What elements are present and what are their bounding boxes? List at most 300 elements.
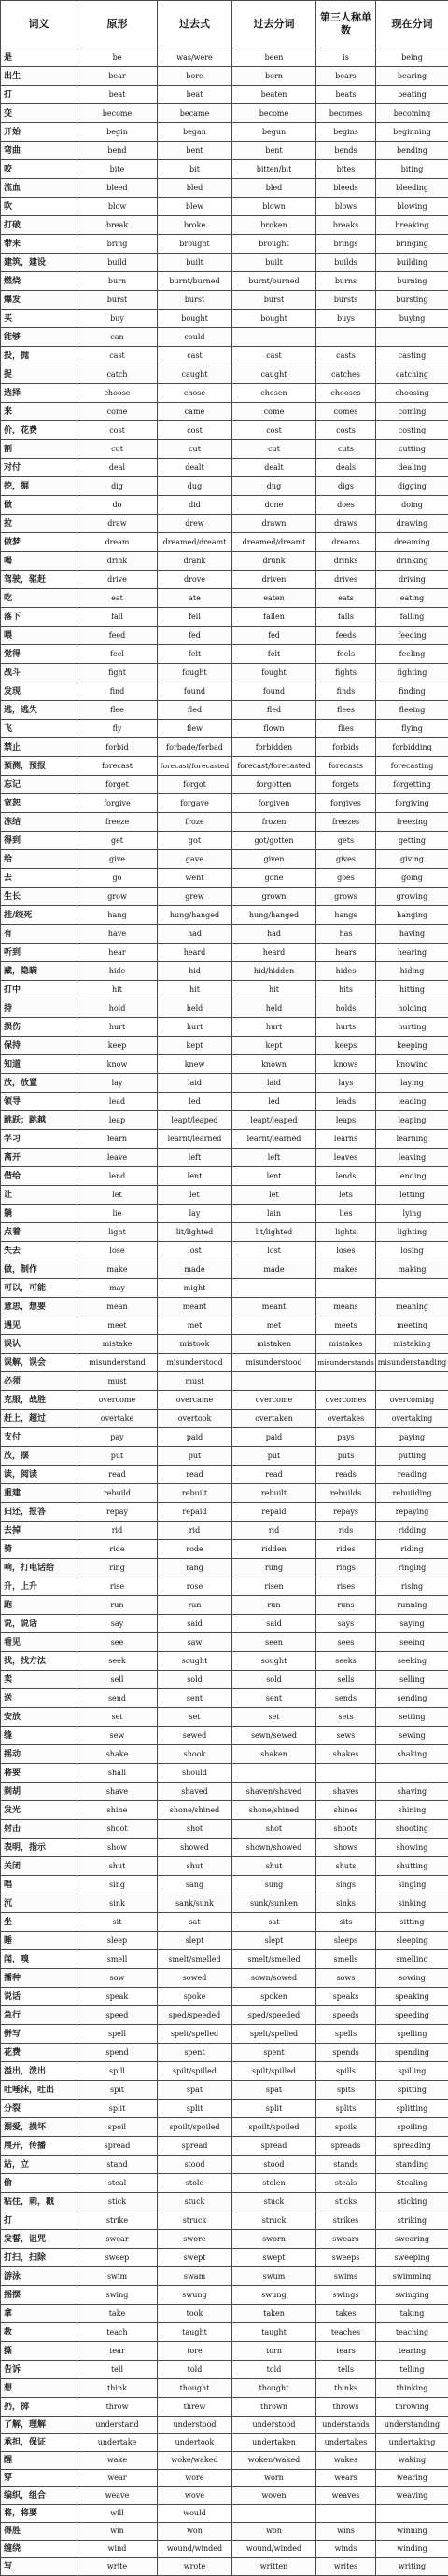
third-person-cell: overtakes <box>316 1410 376 1428</box>
base-form-cell: wake <box>77 2452 158 2470</box>
table-row <box>1 944 448 962</box>
past-participle-cell: hit <box>232 981 316 999</box>
third-person-cell: dreams <box>316 533 376 552</box>
base-form-cell: swear <box>77 2230 158 2249</box>
table-row <box>1 123 448 142</box>
third-person-cell: spoils <box>316 2118 376 2137</box>
present-participle-cell: misunderstanding <box>376 1354 448 1372</box>
past-participle-cell: run <box>232 1596 316 1615</box>
meaning-cell: 意思，想要 <box>1 1298 77 1316</box>
meaning-cell: 流血 <box>1 179 77 198</box>
present-participle-cell: weaving <box>376 2487 448 2505</box>
table-row <box>1 1055 448 1074</box>
table-row <box>1 1503 448 1522</box>
present-participle-cell: swearing <box>376 2230 448 2249</box>
meaning-cell: 摇动 <box>1 1745 77 1764</box>
past-tense-cell: drove <box>158 571 232 589</box>
present-participle-cell: singing <box>376 1876 448 1894</box>
third-person-cell: bursts <box>316 291 376 310</box>
table-row <box>1 1074 448 1093</box>
present-participle-cell: freezing <box>376 813 448 832</box>
meaning-cell: 播种 <box>1 1969 77 1988</box>
past-participle-cell: shone/shined <box>232 1801 316 1820</box>
meaning-cell: 爆发 <box>1 291 77 310</box>
table-row <box>1 459 448 477</box>
past-participle-cell: cost <box>232 421 316 440</box>
meaning-cell: 编织，组合 <box>1 2487 77 2505</box>
table-row <box>1 1559 448 1577</box>
base-form-cell: shave <box>77 1783 158 1801</box>
third-person-cell: wins <box>316 2523 376 2541</box>
table-row <box>1 1894 448 1913</box>
third-person-cell: repays <box>316 1503 376 1522</box>
base-form-cell: burn <box>77 272 158 291</box>
past-tense-cell: rode <box>158 1540 232 1559</box>
base-form-cell: take <box>77 2305 158 2323</box>
base-form-cell: hang <box>77 906 158 925</box>
meaning-cell: 说，说话 <box>1 1615 77 1633</box>
base-form-cell: tear <box>77 2342 158 2361</box>
past-tense-cell: shut <box>158 1857 232 1876</box>
past-participle-cell: set <box>232 1708 316 1727</box>
past-tense-cell: blew <box>158 198 232 216</box>
third-person-cell: cuts <box>316 440 376 459</box>
present-participle-cell: lending <box>376 1167 448 1186</box>
base-form-cell: repay <box>77 1503 158 1522</box>
past-tense-cell: sank/sunk <box>158 1894 232 1913</box>
table-row <box>1 1783 448 1801</box>
base-form-cell: lend <box>77 1167 158 1186</box>
past-participle-cell: made <box>232 1260 316 1279</box>
past-participle-cell: become <box>232 104 316 123</box>
table-row <box>1 664 448 682</box>
table-row <box>1 2137 448 2156</box>
past-participle-cell: worn <box>232 2470 316 2487</box>
past-tense-cell: mistook <box>158 1335 232 1354</box>
third-person-cell: drives <box>316 571 376 589</box>
present-participle-cell: blowing <box>376 198 448 216</box>
past-tense-cell: froze <box>158 813 232 832</box>
meaning-cell: 喝 <box>1 552 77 571</box>
third-person-cell: feels <box>316 645 376 664</box>
past-tense-cell: hurt <box>158 1018 232 1037</box>
table-row <box>1 310 448 328</box>
table-row <box>1 2452 448 2470</box>
meaning-cell: 捉 <box>1 365 77 384</box>
base-form-cell: cast <box>77 347 158 365</box>
table-row <box>1 2342 448 2361</box>
past-participle-cell: forecast/forecasted <box>232 757 316 776</box>
past-participle-cell: known <box>232 1055 316 1074</box>
meaning-cell: 送 <box>1 1689 77 1708</box>
present-participle-cell: teaching <box>376 2323 448 2342</box>
third-person-cell: sows <box>316 1969 376 1988</box>
meaning-cell: 保持 <box>1 1037 77 1055</box>
present-participle-cell: ridding <box>376 1522 448 1540</box>
past-tense-cell: sent <box>158 1689 232 1708</box>
meaning-cell: 站，立 <box>1 2156 77 2174</box>
past-tense-cell: sped/speeded <box>158 2006 232 2025</box>
past-participle-cell: taken <box>232 2305 316 2323</box>
meaning-cell: 摇摆 <box>1 2286 77 2305</box>
third-person-cell: bends <box>316 142 376 160</box>
present-participle-cell: rising <box>376 1577 448 1596</box>
past-participle-cell: overtaken <box>232 1410 316 1428</box>
third-person-cell: spits <box>316 2081 376 2100</box>
past-participle-cell: met <box>232 1316 316 1335</box>
past-tense-cell: put <box>158 1447 232 1466</box>
third-person-cell: tears <box>316 2342 376 2361</box>
third-person-cell: lights <box>316 1223 376 1242</box>
table-row <box>1 1876 448 1894</box>
past-participle-cell: taught <box>232 2323 316 2342</box>
base-form-cell: choose <box>77 384 158 403</box>
table-row <box>1 1839 448 1857</box>
meaning-cell: 吃 <box>1 589 77 608</box>
meaning-cell: 支付 <box>1 1428 77 1447</box>
meaning-cell: 拿 <box>1 2305 77 2323</box>
table-row <box>1 627 448 645</box>
present-participle-cell: falling <box>376 608 448 627</box>
past-participle-cell: got/gotten <box>232 832 316 850</box>
third-person-cell: forgets <box>316 776 376 794</box>
past-tense-cell: sold <box>158 1671 232 1689</box>
base-form-cell: rebuild <box>77 1484 158 1503</box>
past-tense-cell: sat <box>158 1913 232 1932</box>
table-row <box>1 328 448 347</box>
base-form-cell: flee <box>77 701 158 720</box>
base-form-cell: bleed <box>77 179 158 198</box>
table-row <box>1 1913 448 1932</box>
third-person-cell: feeds <box>316 627 376 645</box>
meaning-cell: 买 <box>1 310 77 328</box>
third-person-cell: sweeps <box>316 2249 376 2267</box>
table-row <box>1 1764 448 1783</box>
third-person-cell: fights <box>316 664 376 682</box>
base-form-cell: let <box>77 1186 158 1205</box>
past-tense-cell: dreamed/dreamt <box>158 533 232 552</box>
past-participle-cell: broken <box>232 216 316 235</box>
past-participle-cell: found <box>232 682 316 701</box>
meaning-cell: 能够 <box>1 328 77 347</box>
third-person-cell: sells <box>316 1671 376 1689</box>
past-participle-cell: spoken <box>232 1988 316 2006</box>
present-participle-cell: cutting <box>376 440 448 459</box>
past-participle-cell: read <box>232 1466 316 1484</box>
meaning-cell: 承担，保证 <box>1 2434 77 2452</box>
table-row <box>1 1727 448 1745</box>
past-participle-cell: beaten <box>232 86 316 104</box>
present-participle-cell: waking <box>376 2452 448 2470</box>
past-tense-cell: showed <box>158 1839 232 1857</box>
present-participle-cell: breaking <box>376 216 448 235</box>
present-participle-cell: drinking <box>376 552 448 571</box>
present-participle-cell: swimming <box>376 2267 448 2286</box>
third-person-cell: forbids <box>316 738 376 757</box>
third-person-cell <box>316 1764 376 1783</box>
past-tense-cell: hid <box>158 962 232 981</box>
third-person-cell: draws <box>316 515 376 533</box>
meaning-cell: 出生 <box>1 67 77 86</box>
past-participle-cell: spread <box>232 2137 316 2156</box>
meaning-cell: 找，找方法 <box>1 1652 77 1671</box>
past-tense-cell: hung/hanged <box>158 906 232 925</box>
table-row <box>1 2505 448 2523</box>
past-participle-cell: cut <box>232 440 316 459</box>
third-person-cell: rebuilds <box>316 1484 376 1503</box>
meaning-cell: 发誓，诅咒 <box>1 2230 77 2249</box>
base-form-cell: see <box>77 1633 158 1652</box>
third-person-cell: holds <box>316 999 376 1018</box>
past-tense-cell: fled <box>158 701 232 720</box>
meaning-cell: 打 <box>1 86 77 104</box>
present-participle-cell: bursting <box>376 291 448 310</box>
meaning-cell: 可以，可能 <box>1 1279 77 1298</box>
table-row <box>1 1410 448 1428</box>
past-participle-cell: dealt <box>232 459 316 477</box>
third-person-cell: sleeps <box>316 1932 376 1950</box>
table-row <box>1 2193 448 2211</box>
meaning-cell: 对付 <box>1 459 77 477</box>
base-form-cell: sweep <box>77 2249 158 2267</box>
present-participle-cell: undertaking <box>376 2434 448 2452</box>
past-tense-cell: dealt <box>158 459 232 477</box>
base-form-cell: swing <box>77 2286 158 2305</box>
past-participle-cell: bitten/bit <box>232 160 316 179</box>
table-row <box>1 776 448 794</box>
third-person-cell: leads <box>316 1093 376 1111</box>
past-participle-cell: sought <box>232 1652 316 1671</box>
third-person-cell: comes <box>316 403 376 421</box>
meaning-cell: 离开 <box>1 1149 77 1167</box>
past-tense-cell: had <box>158 925 232 944</box>
third-person-cell: sits <box>316 1913 376 1932</box>
table-row <box>1 813 448 832</box>
past-tense-cell: swung <box>158 2286 232 2305</box>
table-row <box>1 1037 448 1055</box>
past-tense-cell: rang <box>158 1559 232 1577</box>
third-person-cell: sinks <box>316 1894 376 1913</box>
third-person-cell: hits <box>316 981 376 999</box>
third-person-cell: shakes <box>316 1745 376 1764</box>
meaning-cell: 持 <box>1 999 77 1018</box>
base-form-cell: fly <box>77 720 158 738</box>
third-person-cell: winds <box>316 2541 376 2558</box>
table-row <box>1 2417 448 2434</box>
past-participle-cell: dug <box>232 477 316 496</box>
past-tense-cell: knew <box>158 1055 232 1074</box>
base-form-cell: throw <box>77 2398 158 2417</box>
present-participle-cell: flying <box>376 720 448 738</box>
present-participle-cell: selling <box>376 1671 448 1689</box>
third-person-cell: bears <box>316 67 376 86</box>
base-form-cell: lie <box>77 1205 158 1223</box>
third-person-cell: sees <box>316 1633 376 1652</box>
meaning-cell: 给 <box>1 850 77 869</box>
table-row <box>1 738 448 757</box>
meaning-cell: 战斗 <box>1 664 77 682</box>
third-person-cell: flies <box>316 720 376 738</box>
table-row <box>1 701 448 720</box>
meaning-cell: 落下 <box>1 608 77 627</box>
table-row <box>1 1988 448 2006</box>
meaning-cell: 必须 <box>1 1372 77 1391</box>
third-person-cell: shuts <box>316 1857 376 1876</box>
table-row <box>1 1671 448 1689</box>
past-tense-cell: rose <box>158 1577 232 1596</box>
present-participle-cell: ringing <box>376 1559 448 1577</box>
base-form-cell: leave <box>77 1149 158 1167</box>
table-row <box>1 589 448 608</box>
past-tense-cell: shot <box>158 1820 232 1839</box>
meaning-cell: 让 <box>1 1186 77 1205</box>
present-participle-cell: giving <box>376 850 448 869</box>
meaning-cell: 唱 <box>1 1876 77 1894</box>
past-tense-cell: must <box>158 1372 232 1391</box>
table-row <box>1 2174 448 2193</box>
meaning-cell: 挂/绞死 <box>1 906 77 925</box>
table-row <box>1 720 448 738</box>
past-tense-cell: forecast/forecasted <box>158 757 232 776</box>
past-tense-cell: caught <box>158 365 232 384</box>
base-form-cell: hear <box>77 944 158 962</box>
present-participle-cell: leaping <box>376 1111 448 1130</box>
third-person-cell: throws <box>316 2398 376 2417</box>
meaning-cell: 变 <box>1 104 77 123</box>
third-person-cell: speeds <box>316 2006 376 2025</box>
past-participle-cell: shaken <box>232 1745 316 1764</box>
past-tense-cell: chose <box>158 384 232 403</box>
meaning-cell: 溢出，泼出 <box>1 2062 77 2081</box>
meaning-cell: 响，打电话给 <box>1 1559 77 1577</box>
past-tense-cell: spoke <box>158 1988 232 2006</box>
third-person-cell: flees <box>316 701 376 720</box>
past-participle-cell: forgiven <box>232 794 316 813</box>
past-tense-cell: understood <box>158 2417 232 2434</box>
present-participle-cell: meaning <box>376 1298 448 1316</box>
base-form-cell: cut <box>77 440 158 459</box>
past-participle-cell: risen <box>232 1577 316 1596</box>
base-form-cell: spit <box>77 2081 158 2100</box>
third-person-cell: forgives <box>316 794 376 813</box>
meaning-cell: 了解，理解 <box>1 2417 77 2434</box>
table-row <box>1 2487 448 2505</box>
base-form-cell: set <box>77 1708 158 1727</box>
header-present-participle: 现在分词 <box>376 1 448 48</box>
meaning-cell: 打中 <box>1 981 77 999</box>
table-row <box>1 2100 448 2118</box>
past-tense-cell: bled <box>158 179 232 198</box>
meaning-cell: 安放 <box>1 1708 77 1727</box>
base-form-cell: drink <box>77 552 158 571</box>
meaning-cell: 吐唾沫，吐出 <box>1 2081 77 2100</box>
present-participle-cell: learning <box>376 1130 448 1149</box>
present-participle-cell: drawing <box>376 515 448 533</box>
meaning-cell: 燃烧 <box>1 272 77 291</box>
past-participle-cell: drunk <box>232 552 316 571</box>
past-participle-cell: woken/waked <box>232 2452 316 2470</box>
base-form-cell: deal <box>77 459 158 477</box>
meaning-cell: 吹 <box>1 198 77 216</box>
table-row <box>1 1932 448 1950</box>
present-participle-cell: eating <box>376 589 448 608</box>
base-form-cell: do <box>77 496 158 515</box>
past-tense-cell: swore <box>158 2230 232 2249</box>
third-person-cell: chooses <box>316 384 376 403</box>
table-row <box>1 2211 448 2230</box>
past-tense-cell: might <box>158 1279 232 1298</box>
past-tense-cell: felt <box>158 645 232 664</box>
past-tense-cell: brought <box>158 235 232 254</box>
base-form-cell: spill <box>77 2062 158 2081</box>
meaning-cell: 得胜 <box>1 2523 77 2541</box>
past-tense-cell: found <box>158 682 232 701</box>
table-row <box>1 198 448 216</box>
meaning-cell: 克服，战胜 <box>1 1391 77 1410</box>
past-tense-cell: wore <box>158 2470 232 2487</box>
table-row <box>1 682 448 701</box>
third-person-cell: eats <box>316 589 376 608</box>
present-participle-cell: bending <box>376 142 448 160</box>
third-person-cell: spreads <box>316 2137 376 2156</box>
table-row <box>1 1242 448 1260</box>
base-form-cell: get <box>77 832 158 850</box>
present-participle-cell: losing <box>376 1242 448 1260</box>
third-person-cell: begins <box>316 123 376 142</box>
present-participle-cell: repaying <box>376 1503 448 1522</box>
meaning-cell: 藏，隐瞒 <box>1 962 77 981</box>
table-row <box>1 477 448 496</box>
table-row <box>1 1615 448 1633</box>
meaning-cell: 驾驶，驱赶 <box>1 571 77 589</box>
table-row <box>1 1130 448 1149</box>
base-form-cell: draw <box>77 515 158 533</box>
past-participle-cell: been <box>232 48 316 67</box>
present-participle-cell: spitting <box>376 2081 448 2100</box>
meaning-cell: 放，放置 <box>1 1074 77 1093</box>
base-form-cell: spoil <box>77 2118 158 2137</box>
base-form-cell: begin <box>77 123 158 142</box>
third-person-cell: says <box>316 1615 376 1633</box>
present-participle-cell: meeting <box>376 1316 448 1335</box>
base-form-cell: speed <box>77 2006 158 2025</box>
past-tense-cell: burnt/burned <box>158 272 232 291</box>
present-participle-cell: paying <box>376 1428 448 1447</box>
present-participle-cell: riding <box>376 1540 448 1559</box>
meaning-cell: 撕 <box>1 2342 77 2361</box>
table-row <box>1 1149 448 1167</box>
past-participle-cell: hid/hidden <box>232 962 316 981</box>
present-participle-cell: telling <box>376 2361 448 2379</box>
past-tense-cell: cost <box>158 421 232 440</box>
base-form-cell: mistake <box>77 1335 158 1354</box>
present-participle-cell: fleeing <box>376 701 448 720</box>
meaning-cell: 忘记 <box>1 776 77 794</box>
third-person-cell: rises <box>316 1577 376 1596</box>
past-participle-cell: forbidden <box>232 738 316 757</box>
base-form-cell: sleep <box>77 1932 158 1950</box>
present-participle-cell: wearing <box>376 2470 448 2487</box>
meaning-cell: 跳跃；跳越 <box>1 1111 77 1130</box>
present-participle-cell: hiding <box>376 962 448 981</box>
meaning-cell: 禁止 <box>1 738 77 757</box>
base-form-cell: meet <box>77 1316 158 1335</box>
past-participle-cell: swung <box>232 2286 316 2305</box>
third-person-cell <box>316 1372 376 1391</box>
present-participle-cell: putting <box>376 1447 448 1466</box>
present-participle-cell: spilling <box>376 2062 448 2081</box>
past-participle-cell: sent <box>232 1689 316 1708</box>
